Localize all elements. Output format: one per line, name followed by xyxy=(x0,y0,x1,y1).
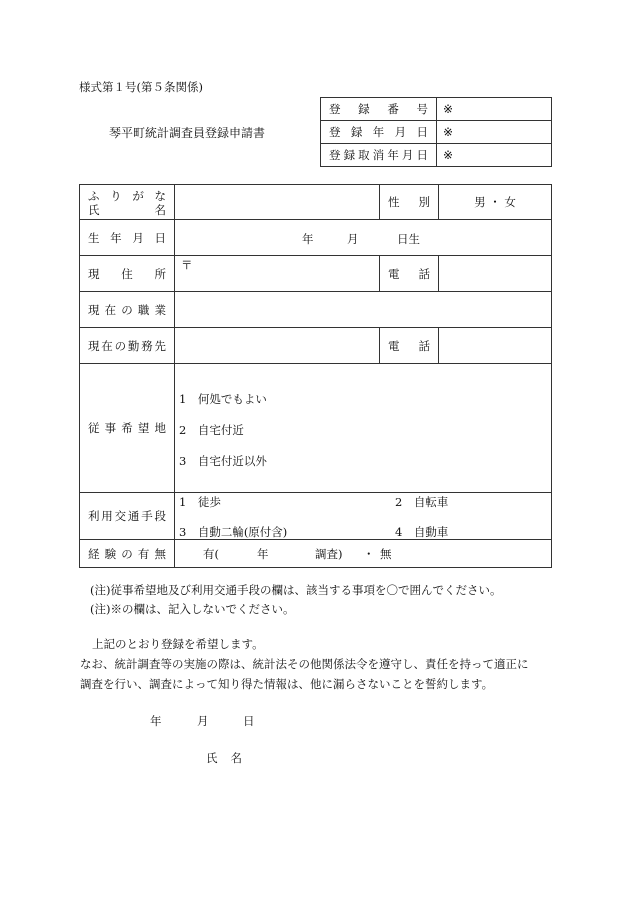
char: 望 xyxy=(137,421,150,435)
transport-option-2[interactable]: 2 自転車 xyxy=(395,495,449,509)
statement-line-2: なお、統計調査等の実施の際は、統計法その他関係法令を遵守し、責任を持って適正に xyxy=(80,657,529,671)
char: 年 xyxy=(387,148,399,162)
char: 勤 xyxy=(127,338,140,353)
registration-number-label xyxy=(321,98,437,121)
char: 通 xyxy=(127,509,140,523)
workplace-label xyxy=(80,338,174,354)
char: 地 xyxy=(154,421,166,435)
registration-date-value: ※ xyxy=(437,121,552,144)
occupation-label xyxy=(80,302,174,318)
experience-yes[interactable]: 有( xyxy=(203,547,219,561)
date-day-unit: 日 xyxy=(243,714,255,728)
cancel-date-label xyxy=(321,144,437,167)
name-label-cell xyxy=(80,185,175,220)
workplace-label-cell xyxy=(80,328,175,364)
postal-mark: 〒 xyxy=(181,258,193,272)
name-row xyxy=(80,185,552,220)
char: 有 xyxy=(137,546,150,561)
registration-date-label xyxy=(321,121,437,144)
char: 在 xyxy=(101,338,113,353)
char: 事 xyxy=(104,421,117,435)
statement-line-3: 調査を行い、調査によって知り得た情報は、他に漏らさないことを誓約します。 xyxy=(80,677,494,691)
workplace-phone-field[interactable] xyxy=(439,328,552,364)
dist-label xyxy=(321,124,436,140)
statement-line-1: 上記のとおり登録を希望します。 xyxy=(92,637,264,651)
phone-label-cell xyxy=(380,256,439,292)
char: ふ xyxy=(88,189,100,203)
preferred-area-option-1[interactable]: 1 何処でもよい xyxy=(179,392,267,406)
registration-number-value: ※ xyxy=(437,98,552,121)
furigana-label xyxy=(80,188,174,202)
char: 月 xyxy=(132,230,144,245)
char: 月 xyxy=(401,148,414,162)
experience-year-unit: 年 xyxy=(257,547,269,561)
form-number: 様式第１号(第５条関係) xyxy=(79,80,203,94)
char: 現 xyxy=(88,302,100,317)
experience-no[interactable]: 無 xyxy=(380,547,392,561)
preferred-area-options[interactable] xyxy=(175,364,552,493)
registration-row-cancel xyxy=(321,144,552,167)
char: り xyxy=(110,189,122,203)
phone-label xyxy=(380,266,438,282)
char: 年 xyxy=(372,125,385,139)
name-label xyxy=(80,202,174,216)
date-month-unit: 月 xyxy=(197,714,209,728)
char: 録 xyxy=(350,125,363,139)
address-label xyxy=(80,266,174,282)
birth-month-unit: 月 xyxy=(347,232,359,246)
char: 消 xyxy=(372,148,385,162)
char: 交 xyxy=(114,509,127,523)
phone-field[interactable] xyxy=(439,256,552,292)
char: 希 xyxy=(121,421,133,435)
char: 番 xyxy=(387,102,399,116)
char: 在 xyxy=(104,302,117,317)
birth-day-unit: 日生 xyxy=(397,232,420,246)
char: 性 xyxy=(388,195,400,209)
char: の xyxy=(114,338,127,353)
workplace-phone-label xyxy=(380,338,438,354)
char: 経 xyxy=(88,546,100,561)
address-field[interactable] xyxy=(175,256,380,292)
name-field[interactable] xyxy=(175,185,380,220)
registration-row-date xyxy=(321,121,552,144)
char: 無 xyxy=(154,546,166,561)
char: 利 xyxy=(88,509,100,523)
char: な xyxy=(154,189,166,203)
signature-label xyxy=(206,750,242,766)
transport-option-1[interactable]: 1 徒歩 xyxy=(179,495,221,509)
gender-options[interactable]: 男 ・ 女 xyxy=(439,185,552,220)
birth-row xyxy=(80,220,552,256)
preferred-area-label-cell xyxy=(80,364,175,493)
char: 氏 xyxy=(206,751,218,765)
char: 段 xyxy=(154,509,166,523)
application-table xyxy=(79,184,552,568)
char: 日 xyxy=(154,230,166,245)
char: 住 xyxy=(121,266,133,281)
registration-row-number xyxy=(321,98,552,121)
occupation-label-cell xyxy=(80,292,175,328)
gender-label-cell xyxy=(380,185,439,220)
char: 登 xyxy=(329,125,341,139)
transport-label xyxy=(80,508,174,524)
char: 号 xyxy=(416,102,428,116)
char: の xyxy=(121,546,133,561)
char: 験 xyxy=(104,546,117,561)
char: の xyxy=(121,302,133,317)
note-2: (注)※の欄は、記入しないでください。 xyxy=(90,602,295,616)
char: 先 xyxy=(154,338,166,353)
birth-label xyxy=(80,230,174,246)
char: 従 xyxy=(88,421,100,435)
birth-year-unit: 年 xyxy=(302,232,314,246)
char: 生 xyxy=(88,230,100,245)
char: 所 xyxy=(154,266,166,281)
char: 手 xyxy=(141,509,153,523)
char: 登 xyxy=(329,148,341,162)
char: 話 xyxy=(418,266,430,281)
char: 日 xyxy=(416,148,428,162)
char: 名 xyxy=(230,751,242,765)
char: 録 xyxy=(343,148,356,162)
char: 年 xyxy=(110,230,122,245)
note-1: (注)従事希望地及び利用交通手段の欄は、該当する事項を〇で囲んでください。 xyxy=(90,583,502,597)
char: 日 xyxy=(416,125,428,139)
cancel-date-value: ※ xyxy=(437,144,552,167)
preferred-area-label xyxy=(80,420,174,436)
char: 話 xyxy=(418,338,430,353)
transport-options[interactable] xyxy=(175,493,552,540)
registration-table xyxy=(320,97,552,167)
workplace-phone-label-cell xyxy=(380,328,439,364)
char: が xyxy=(132,189,144,203)
char: 月 xyxy=(394,125,407,139)
preferred-area-option-3[interactable]: 3 自宅付近以外 xyxy=(179,454,267,468)
char: 職 xyxy=(137,302,150,317)
char: 業 xyxy=(154,302,166,317)
experience-separator: ・ xyxy=(363,547,375,561)
char: 別 xyxy=(418,195,430,209)
char: 用 xyxy=(101,509,113,523)
char: 登 xyxy=(329,102,341,116)
address-row xyxy=(80,256,552,292)
preferred-area-row xyxy=(80,364,552,493)
occupation-row xyxy=(80,292,552,328)
experience-row xyxy=(80,540,552,568)
char: 取 xyxy=(358,148,370,162)
gender-label xyxy=(380,194,438,210)
birth-label-cell xyxy=(80,220,175,256)
char: 氏 xyxy=(88,203,100,217)
experience-label-cell xyxy=(80,540,175,568)
workplace-row xyxy=(80,328,552,364)
birth-field[interactable] xyxy=(175,220,552,256)
workplace-field[interactable] xyxy=(175,328,380,364)
experience-survey-unit: 調査) xyxy=(315,547,343,561)
char: 現 xyxy=(88,338,100,353)
char: 電 xyxy=(388,338,400,353)
preferred-area-option-2[interactable]: 2 自宅付近 xyxy=(179,423,244,437)
transport-option-4[interactable]: 4 自動車 xyxy=(395,525,449,539)
occupation-field[interactable] xyxy=(175,292,552,328)
char: 録 xyxy=(358,102,370,116)
char: 名 xyxy=(154,203,166,217)
transport-option-3[interactable]: 3 自動二輪(原付含) xyxy=(179,525,288,539)
char: 現 xyxy=(88,266,100,281)
date-year-unit: 年 xyxy=(150,714,162,728)
transport-label-cell xyxy=(80,493,175,540)
dist-label xyxy=(321,101,436,117)
form-title: 琴平町統計調査員登録申請書 xyxy=(109,126,266,140)
transport-row xyxy=(80,493,552,540)
experience-options[interactable] xyxy=(175,540,552,568)
dist-label xyxy=(321,147,436,163)
char: 務 xyxy=(141,338,153,353)
experience-label xyxy=(80,546,174,562)
address-label-cell xyxy=(80,256,175,292)
char: 電 xyxy=(388,266,400,281)
